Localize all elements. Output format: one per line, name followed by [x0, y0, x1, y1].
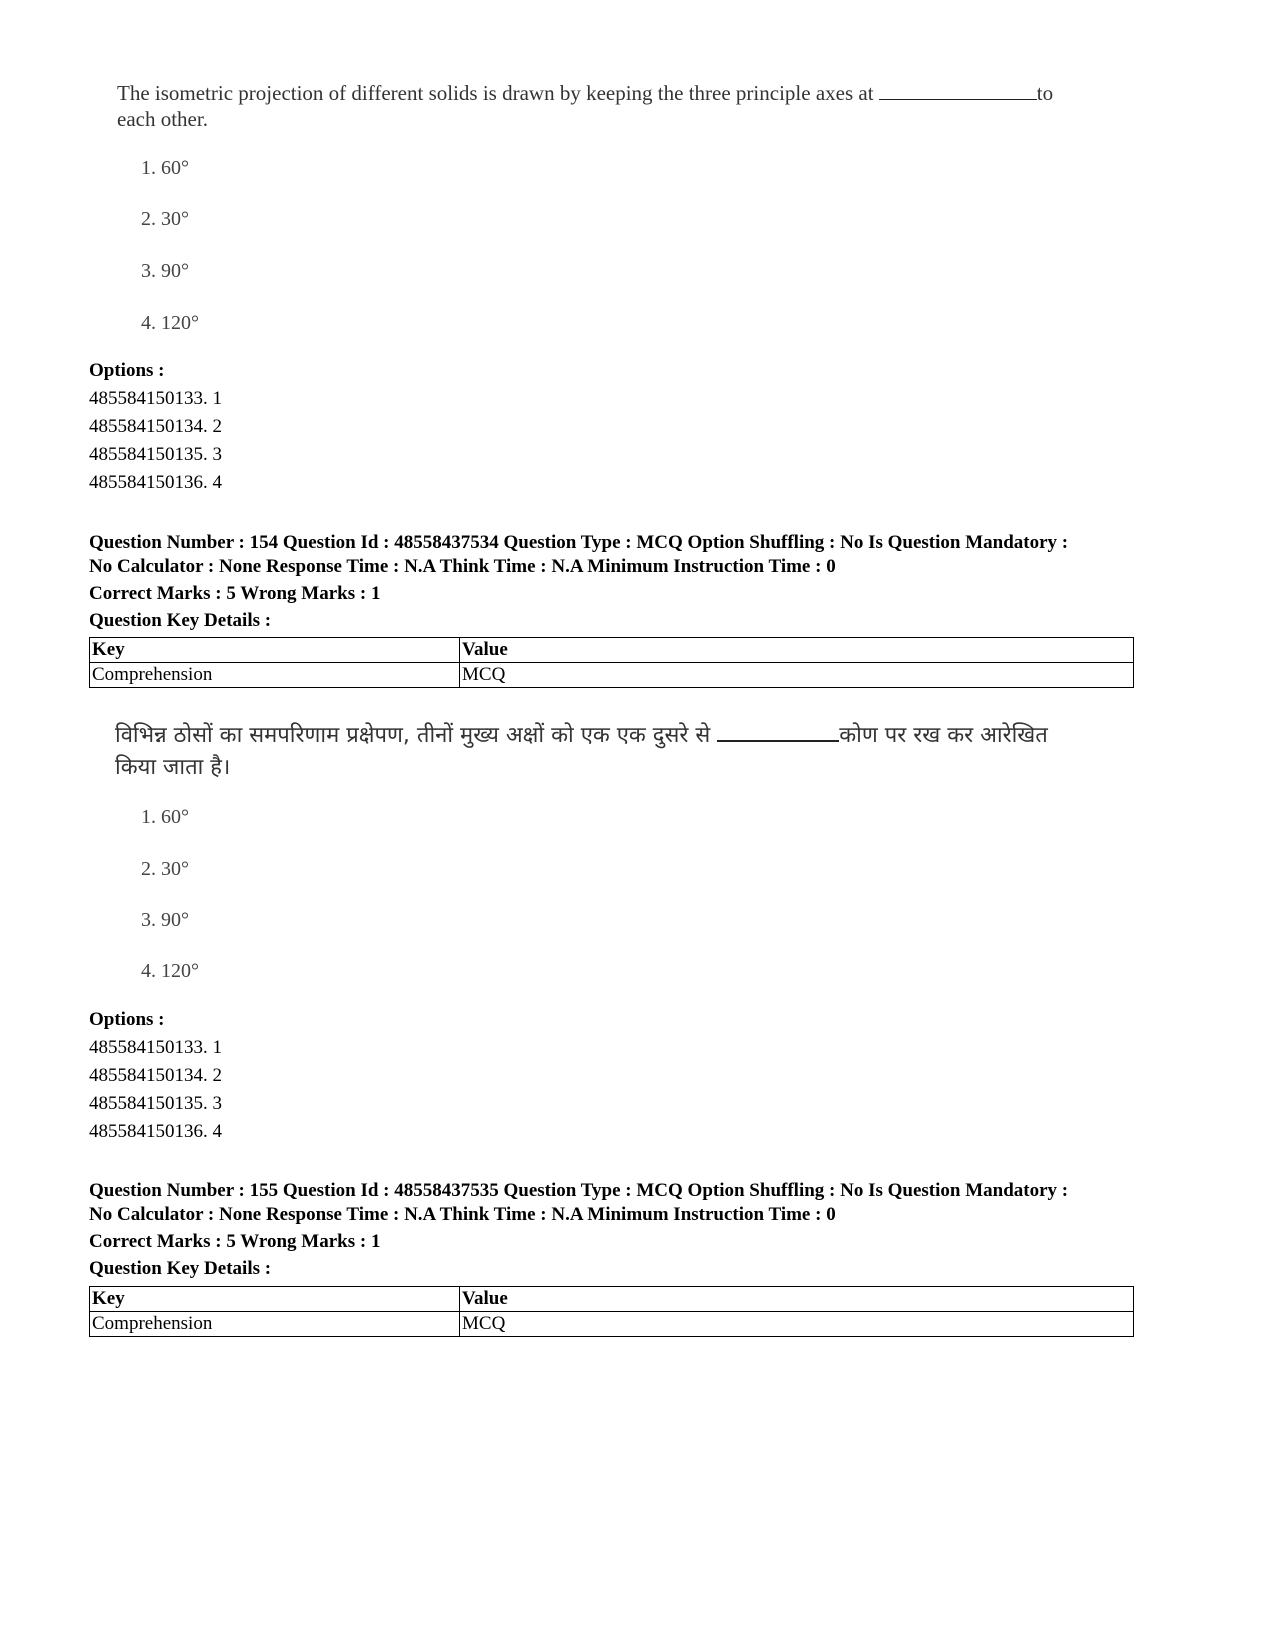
table-header-value: Value — [460, 638, 1134, 663]
table-header-row — [90, 638, 1134, 663]
q153-question-line1 — [117, 80, 1157, 106]
option-item: 485584150135. 3 — [89, 444, 222, 465]
option-item: 485584150136. 4 — [89, 472, 222, 493]
q153-choice-2: 2. 30° — [141, 208, 189, 230]
q155-meta-line2: No Calculator : None Response Time : N.A Think Time : N.A Minimum Instruction Time : 0 — [89, 1204, 836, 1225]
q155-header — [89, 1179, 1149, 1281]
q155-key-table — [89, 1286, 1134, 1337]
q154-question-text: विभिन्न ठोसों का समपरिणाम प्रक्षेपण, तीनों मुख्य अक्षों को एक एक दुसरे से — [115, 723, 711, 748]
option-item: 485584150136. 4 — [89, 1121, 222, 1142]
q155-meta-line1: Question Number : 155 Question Id : 48558437535 Question Type : MCQ Option Shuffling : No Is Question Mandatory : — [89, 1180, 1069, 1201]
q154-choice-3: 3. 90° — [141, 909, 189, 931]
q153-question-text-after: to — [1036, 81, 1054, 105]
options-heading: Options : — [89, 1009, 165, 1030]
q153-choice-1: 1. 60° — [141, 157, 189, 179]
table-row — [90, 1312, 1134, 1337]
options-heading: Options : — [89, 360, 165, 381]
table-cell-key: Comprehension — [90, 663, 460, 688]
option-item: 485584150135. 3 — [89, 1093, 222, 1114]
q154-choice-4: 4. 120° — [141, 960, 199, 982]
q154-choice-1: 1. 60° — [141, 806, 189, 828]
q154-options — [89, 1006, 222, 1146]
q154-key-table — [89, 637, 1134, 688]
table-cell-key: Comprehension — [90, 1312, 460, 1337]
q153-question-line2: each other. — [117, 107, 208, 131]
q153-question-image — [117, 80, 1157, 132]
q154-question-text-after: कोण पर रख कर आरेखित — [839, 723, 1048, 748]
option-item: 485584150133. 1 — [89, 388, 222, 409]
table-header-key: Key — [90, 1287, 460, 1312]
q153-choice-3: 3. 90° — [141, 260, 189, 282]
option-item: 485584150134. 2 — [89, 416, 222, 437]
q154-meta-line2: No Calculator : None Response Time : N.A Think Time : N.A Minimum Instruction Time : 0 — [89, 556, 836, 577]
table-header-row — [90, 1287, 1134, 1312]
q153-blank — [879, 99, 1037, 100]
q155-marks: Correct Marks : 5 Wrong Marks : 1 — [89, 1231, 381, 1252]
q154-marks: Correct Marks : 5 Wrong Marks : 1 — [89, 583, 381, 604]
q154-question-line1 — [115, 720, 1155, 752]
q154-header — [89, 531, 1149, 633]
option-item: 485584150133. 1 — [89, 1037, 222, 1058]
table-header-value: Value — [460, 1287, 1134, 1312]
q155-key-details: Question Key Details : — [89, 1258, 272, 1279]
q154-question-line2: किया जाता है। — [115, 755, 231, 780]
table-cell-value: MCQ — [460, 1312, 1134, 1337]
q153-question-text: The isometric projection of different solids is drawn by keeping the three principle axes at — [117, 81, 874, 105]
table-cell-value: MCQ — [460, 663, 1134, 688]
option-item: 485584150134. 2 — [89, 1065, 222, 1086]
q154-key-details: Question Key Details : — [89, 610, 272, 631]
table-row — [90, 663, 1134, 688]
q154-blank — [717, 740, 839, 742]
table-header-key: Key — [90, 638, 460, 663]
q154-meta-line1: Question Number : 154 Question Id : 48558437534 Question Type : MCQ Option Shuffling : No Is Question Mandatory : — [89, 532, 1069, 553]
q153-options — [89, 357, 222, 497]
q154-question-image — [115, 720, 1155, 784]
q154-choice-2: 2. 30° — [141, 858, 189, 880]
q153-choice-4: 4. 120° — [141, 312, 199, 334]
